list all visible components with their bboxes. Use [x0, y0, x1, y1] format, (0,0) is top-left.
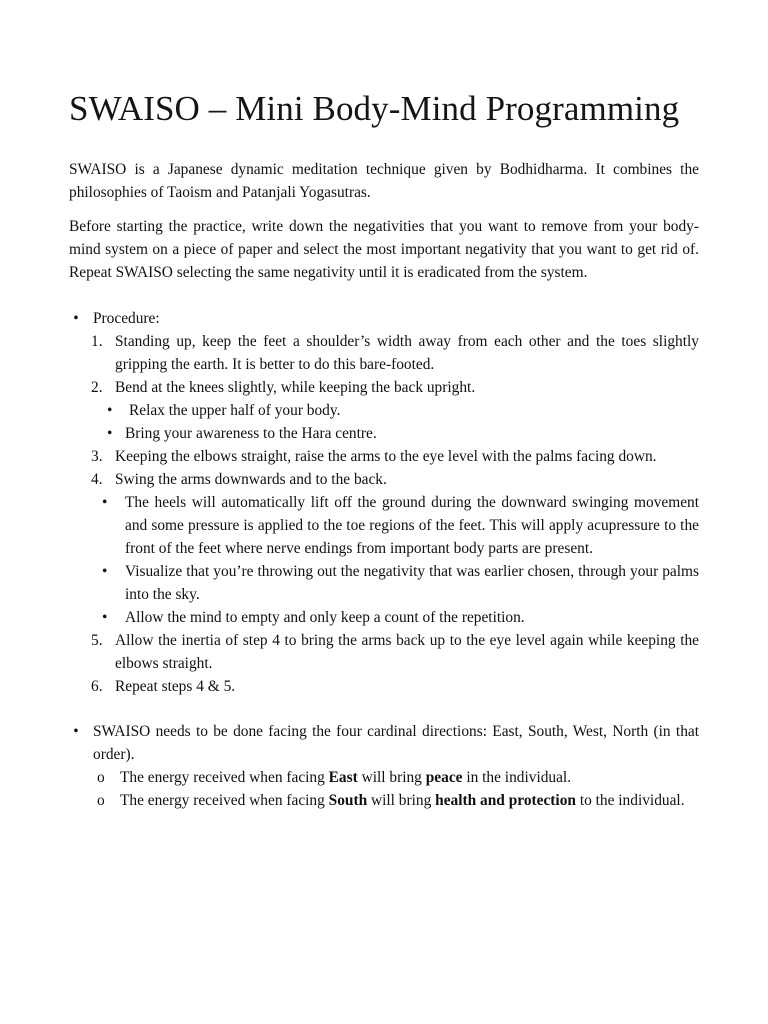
document-title: SWAISO – Mini Body-Mind Programming	[69, 89, 680, 128]
bullet-glyph: •	[102, 494, 108, 511]
directions-text: SWAISO needs to be done facing the four cardinal directions: East, South, West, North (in that order).	[93, 723, 699, 763]
step-text: Allow the inertia of step 4 to bring the arms back up to the eye level again while keeping the elbows straight.	[115, 632, 699, 672]
bullet-glyph: •	[73, 723, 79, 740]
step-item-3	[69, 445, 699, 468]
step-item-4	[69, 468, 699, 491]
south-text-post: to the individual.	[575, 792, 685, 809]
directions-item	[69, 720, 699, 766]
step-number: 1.	[91, 333, 103, 350]
step-text: Repeat steps 4 & 5.	[115, 678, 236, 695]
bullet-glyph: •	[107, 402, 113, 419]
south-text-pre: The energy received when facing	[120, 792, 329, 809]
step-item-5	[69, 629, 699, 675]
east-text-pre: The energy received when facing	[120, 769, 329, 786]
south-direction: South	[328, 792, 368, 809]
step-number: 4.	[91, 471, 103, 488]
preparation-paragraph: Before starting the practice, write down the negativities that you want to remove from your body-mind system on a piece of paper and select the most important negativity that you want to get rid of. Repeat SWAISO selecting the same negativity until it is eradicated from the system.	[69, 218, 699, 281]
east-text-mid: will bring	[357, 769, 426, 786]
south-effect: health and protection	[435, 792, 576, 809]
step-item-1	[69, 330, 699, 376]
step-number: 6.	[91, 678, 103, 695]
circle-bullet-glyph: o	[97, 792, 105, 809]
direction-south-item	[69, 789, 699, 812]
step-text: Standing up, keep the feet a shoulder’s width away from each other and the toes slightly gripping the earth. It is better to do this bare-footed.	[115, 333, 699, 373]
step-4-sub-item	[69, 606, 699, 629]
document-page	[69, 86, 699, 812]
step-2-sub-item	[69, 399, 699, 422]
bullet-glyph: •	[73, 310, 79, 327]
step-text: Swing the arms downwards and to the back.	[115, 471, 387, 488]
step-item-2	[69, 376, 699, 399]
step-number: 5.	[91, 632, 103, 649]
south-text-mid: will bring	[367, 792, 436, 809]
procedure-heading: Procedure:	[93, 310, 160, 327]
east-effect: peace	[425, 769, 463, 786]
step-number: 2.	[91, 379, 103, 396]
bullet-glyph: •	[102, 609, 108, 626]
sub-item-text: Allow the mind to empty and only keep a count of the repetition.	[125, 609, 525, 626]
sub-item-text: The heels will automatically lift off the ground during the downward swinging movement and some pressure is applied to the toe regions of the feet. This will apply acupressure to the front of the feet where nerve endings from important body parts are present.	[125, 494, 699, 557]
step-4-sub-item	[69, 491, 699, 560]
east-direction: East	[328, 769, 358, 786]
step-item-6	[69, 675, 699, 698]
step-2-sub-item	[69, 422, 699, 445]
step-4-sub-item	[69, 560, 699, 606]
step-text: Bend at the knees slightly, while keeping the back upright.	[115, 379, 476, 396]
step-number: 3.	[91, 448, 103, 465]
step-text: Keeping the elbows straight, raise the arms to the eye level with the palms facing down.	[115, 448, 657, 465]
sub-item-text: Relax the upper half of your body.	[129, 402, 341, 419]
circle-bullet-glyph: o	[97, 769, 105, 786]
procedure-heading-item	[69, 307, 699, 330]
bullet-glyph: •	[107, 425, 113, 442]
direction-east-item	[69, 766, 699, 789]
east-text-post: in the individual.	[462, 769, 572, 786]
bullet-glyph: •	[102, 563, 108, 580]
intro-paragraph: SWAISO is a Japanese dynamic meditation technique given by Bodhidharma. It combines the philosophies of Taoism and Patanjali Yogasutras.	[69, 161, 699, 201]
sub-item-text: Bring your awareness to the Hara centre.	[125, 425, 377, 442]
sub-item-text: Visualize that you’re throwing out the negativity that was earlier chosen, through your palms into the sky.	[125, 563, 699, 603]
